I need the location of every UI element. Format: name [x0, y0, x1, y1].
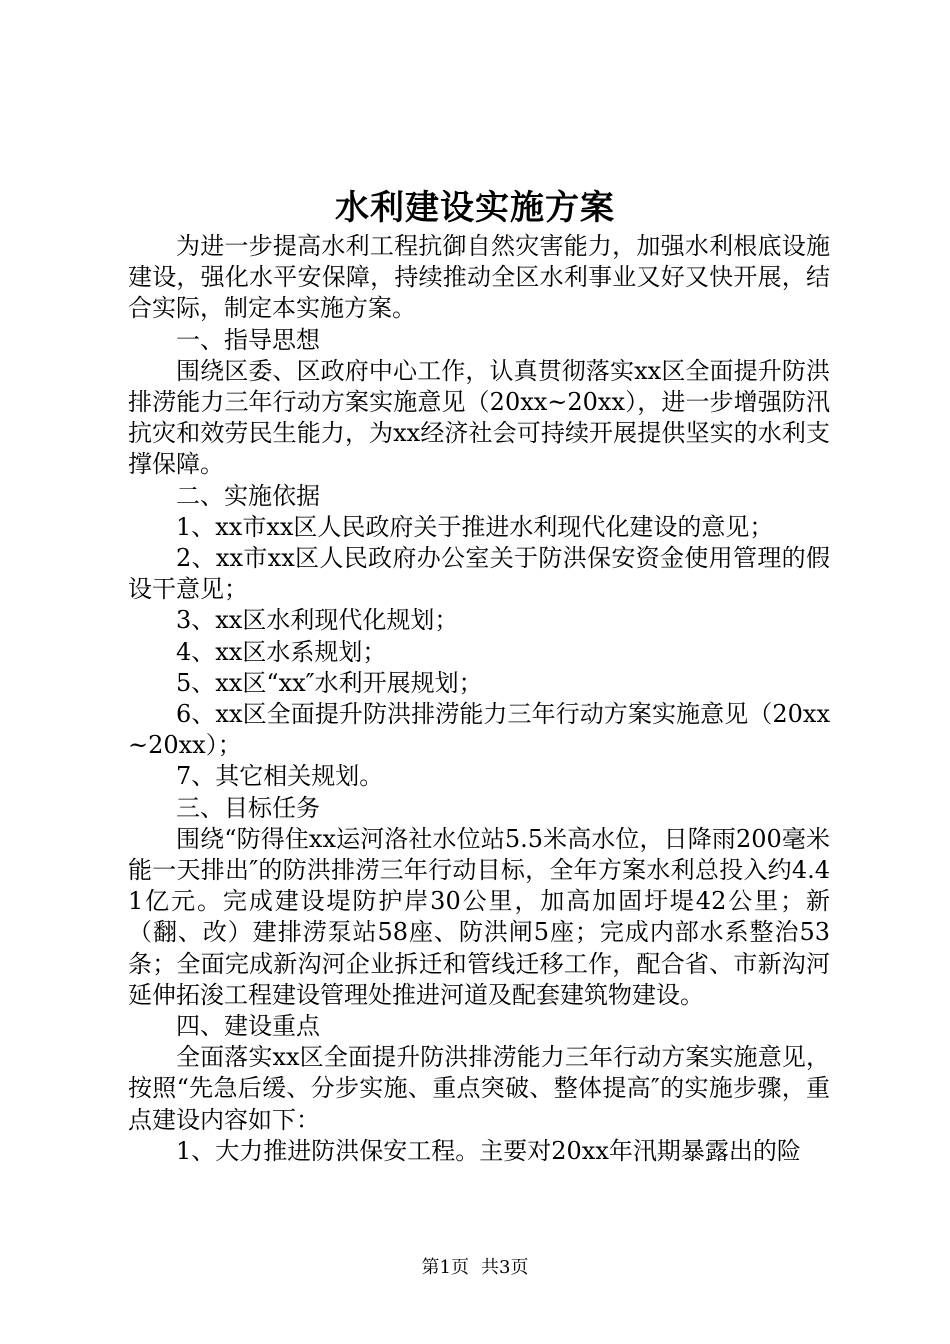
- section-heading-key-points: 四、建设重点: [176, 1012, 320, 1041]
- document-title: 水利建设实施方案: [335, 188, 615, 228]
- targets-paragraph: 围绕“防得住xx运河洛社水位站5.5米高水位，日降雨200毫米能一天排出″的防洪排涝三年行动目标，全年方案水利总投入约4.41亿元。完成建设堤防护岸30公里，加高加固圩堤42公里；新（翻、改）建排涝泵站58座、防洪闸5座；完成内部水系整治53条；全面完成新沟河企业拆迁和管线迁移工作，配合省、市新沟河延伸拓浚工程建设管理处推进河道及配套建筑物建设。: [128, 824, 830, 1009]
- basis-item: 6、xx区全面提升防洪排涝能力三年行动方案实施意见（20xx~20xx）；: [128, 700, 830, 760]
- page-number: 第1页: [421, 1257, 469, 1278]
- document-body: [128, 231, 830, 1167]
- basis-item: 3、xx区水利现代化规划；: [176, 606, 459, 635]
- guiding-thought-paragraph: 围绕区委、区政府中心工作，认真贯彻落实xx区全面提升防洪排涝能力三年行动方案实施意见（20xx~20xx），进一步增强防汛抗灾和效劳民生能力，为xx经济社会可持续开展提供坚实的水利支撑保障。: [128, 356, 830, 479]
- intro-paragraph: 为进一步提高水利工程抗御自然灾害能力，加强水利根底设施建设，强化水平安保障，持续推动全区水利事业又好又快开展，结合实际，制定本实施方案。: [128, 232, 830, 323]
- basis-item: 7、其它相关规划。: [176, 762, 384, 791]
- basis-item: 5、xx区“xx″水利开展规划；: [176, 668, 483, 697]
- page-total: 共3页: [481, 1257, 529, 1278]
- page-footer: [0, 1256, 950, 1280]
- section-heading-guiding-thought: 一、指导思想: [176, 325, 320, 354]
- basis-item: 1、xx市xx区人民政府关于推进水利现代化建设的意见；: [176, 512, 774, 541]
- section-heading-targets: 三、目标任务: [176, 793, 320, 822]
- key-points-paragraph: 全面落实xx区全面提升防洪排涝能力三年行动方案实施意见，按照“先急后缓、分步实施、重点突破、整体提高″的实施步骤，重点建设内容如下：: [128, 1043, 830, 1134]
- basis-item: 4、xx区水系规划；: [176, 637, 387, 666]
- key-points-item: 1、大力推进防洪保安工程。主要对20xx年汛期暴露出的险: [176, 1136, 801, 1165]
- section-heading-basis: 二、实施依据: [176, 481, 320, 510]
- basis-item: 2、xx市xx区人民政府办公室关于防洪保安资金使用管理的假设干意见；: [128, 544, 830, 604]
